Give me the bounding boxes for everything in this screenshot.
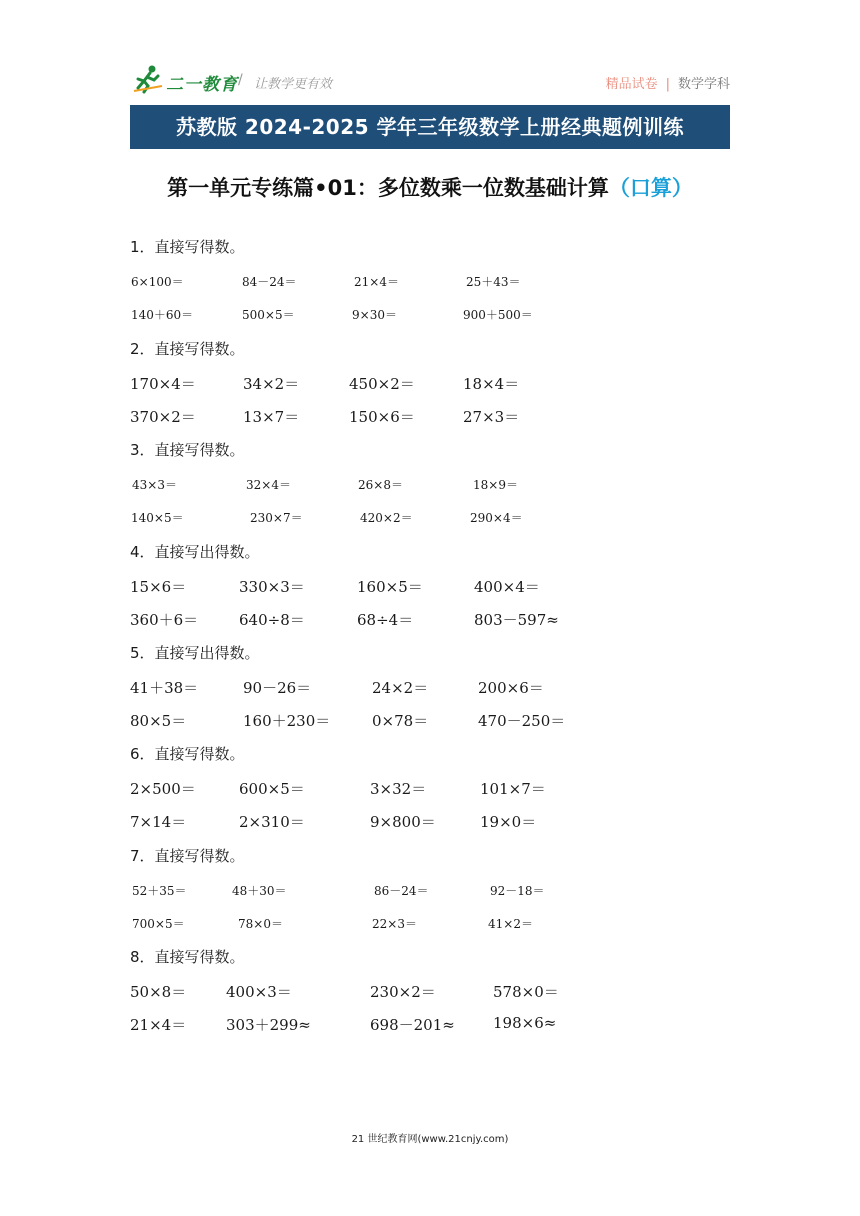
question-title: 6．直接写得数。 [130,745,245,763]
problem-item: 0×78＝ [372,712,429,730]
problem-item: 52＋35＝ [132,884,187,898]
question-title: 2．直接写得数。 [130,340,245,358]
problem-item: 68÷4＝ [357,611,414,629]
document-title: 苏教版 2024-2025 学年三年级数学上册经典题例训练 [130,105,730,149]
problem-item: 32×4＝ [246,478,291,492]
problem-item: 900＋500＝ [463,308,533,322]
problem-item: 9×800＝ [370,813,436,831]
problem-item: 640÷8＝ [239,611,305,629]
problem-item: 3×32＝ [370,780,427,798]
problem-item: 803－597≈ [474,611,559,629]
problem-item: 698－201≈ [370,1016,455,1034]
problem-item: 50×8＝ [130,983,187,1001]
problem-item: 13×7＝ [243,408,300,426]
problem-item: 400×4＝ [474,578,540,596]
problem-item: 24×2＝ [372,679,429,697]
problem-item: 303＋299≈ [226,1016,311,1034]
problem-item: 48＋30＝ [232,884,287,898]
header-tag-premium: 精品试卷 [605,77,658,92]
problem-item: 578×0＝ [493,983,559,1001]
problem-item: 41×2＝ [488,917,533,931]
problem-item: 370×2＝ [130,408,196,426]
problem-item: 21×4＝ [354,275,399,289]
problem-item: 160＋230＝ [243,712,331,730]
problem-item: 9×30＝ [352,308,397,322]
problem-item: 200×6＝ [478,679,544,697]
problem-item: 420×2＝ [360,511,413,525]
problem-item: 6×100＝ [131,275,184,289]
problem-item: 700×5＝ [132,917,185,931]
problem-item: 19×0＝ [480,813,537,831]
problem-item: 140×5＝ [131,511,184,525]
problem-item: 360＋6＝ [130,611,199,629]
problem-item: 18×4＝ [463,375,520,393]
problem-item: 7×14＝ [130,813,187,831]
header-tags: 精品试卷 | 数学学科 [605,77,730,92]
problem-item: 80×5＝ [130,712,187,730]
question-title: 4．直接写出得数。 [130,543,260,561]
section-subtitle [130,172,730,202]
question-title: 5．直接写出得数。 [130,644,260,662]
subtitle-main: 第一单元专练篇•01：多位数乘一位数基础计算 [167,176,609,200]
question-title: 7．直接写得数。 [130,847,245,865]
question-title: 3．直接写得数。 [130,441,245,459]
problem-item: 90－26＝ [243,679,312,697]
header-separator: / [238,72,243,88]
problem-item: 170×4＝ [130,375,196,393]
question-title: 8．直接写得数。 [130,948,245,966]
question-title: 1．直接写得数。 [130,238,245,256]
problem-item: 150×6＝ [349,408,415,426]
problem-item: 27×3＝ [463,408,520,426]
problem-item: 470－250＝ [478,712,566,730]
problem-item: 101×7＝ [480,780,546,798]
problem-item: 26×8＝ [358,478,403,492]
problem-item: 140＋60＝ [131,308,194,322]
problem-item: 41＋38＝ [130,679,199,697]
problem-item: 84－24＝ [242,275,297,289]
problem-item: 230×2＝ [370,983,436,1001]
problem-item: 22×3＝ [372,917,417,931]
problem-item: 15×6＝ [130,578,187,596]
problem-item: 21×4＝ [130,1016,187,1034]
runner-logo-icon [132,64,164,94]
problem-item: 330×3＝ [239,578,305,596]
problem-item: 198×6≈ [493,1014,557,1032]
problem-item: 160×5＝ [357,578,423,596]
header-tag-subject: 数学学科 [677,77,730,92]
page-header [130,62,730,98]
problem-item: 400×3＝ [226,983,292,1001]
problem-item: 500×5＝ [242,308,295,322]
header-slogan: 让教学更有效 [254,77,333,92]
problem-item: 34×2＝ [243,375,300,393]
brand-logo [130,62,360,98]
subtitle-accent: （口算） [608,176,693,200]
problem-item: 18×9＝ [473,478,518,492]
problem-item: 25＋43＝ [466,275,521,289]
problem-item: 290×4＝ [470,511,523,525]
problem-item: 600×5＝ [239,780,305,798]
problem-item: 43×3＝ [132,478,177,492]
problem-item: 450×2＝ [349,375,415,393]
page-footer: 21 世纪教育网(www.21cnjy.com) [351,1134,509,1145]
problem-item: 230×7＝ [250,511,303,525]
problem-item: 92－18＝ [490,884,545,898]
problem-item: 2×310＝ [239,813,305,831]
problem-item: 86－24＝ [374,884,429,898]
problem-item: 2×500＝ [130,780,196,798]
logo-text: 二一教育 [166,75,238,95]
problem-item: 78×0＝ [238,917,283,931]
